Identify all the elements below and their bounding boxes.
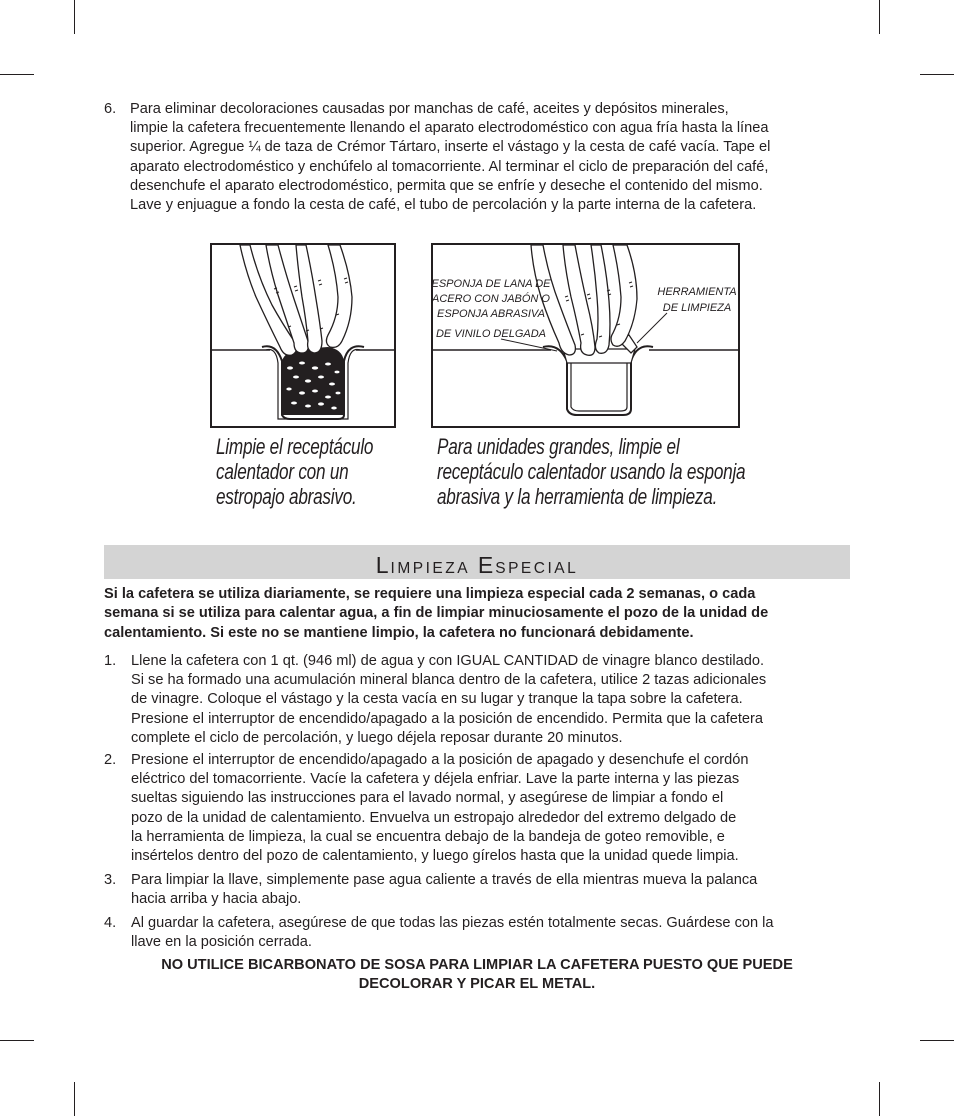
crop-mark	[74, 1082, 75, 1116]
step-text: Para limpiar la llave, simplemente pase agua caliente a través de ella mientras mueva la palanca hacia arriba y hacia abajo.	[131, 872, 758, 908]
step-number: 1.	[104, 653, 117, 669]
figure-cleaning-tool-illustration	[431, 243, 741, 428]
figure-left-caption: Limpie el receptáculo calentador con un estropajo abrasivo.	[216, 434, 374, 509]
section-header	[104, 545, 850, 579]
step-number: 2.	[104, 752, 117, 768]
label-sponge-line: ESPONJA ABRASIVA	[436, 308, 546, 320]
crop-mark	[0, 74, 34, 75]
step-number: 6.	[104, 101, 117, 117]
label-tool-line: HERRAMIENTA	[657, 286, 737, 298]
label-sponge-line: ACERO CON JABÓN O	[432, 293, 550, 305]
label-tool-line: DE LIMPIEZA	[662, 302, 732, 314]
step-number: 4.	[104, 915, 117, 931]
crop-mark	[879, 1082, 880, 1116]
label-sponge-line: DE VINILO DELGADA	[435, 328, 547, 340]
step-text: Para eliminar decoloraciones causadas por manchas de café, aceites y depósitos minerales, limpie la cafetera frecuentemente llenando el aparato electrodoméstico con agua fría hasta la línea superior. Agregue ¼ de taza de Crémor Tártaro, inserte el vástago y la cesta de café vacía. Tape el aparato electrodoméstico y enchúfelo al tomacorriente. Al terminar el ciclo de preparación del café, desenchufe el aparato electrodoméstico, permita que se enfríe y deseche el contenido del mismo. Lave y enjuague a fondo la cesta de café, el tubo de percolación y la parte interna de la cafetera.	[130, 101, 771, 214]
crop-mark	[74, 0, 75, 34]
section-intro: Si la cafetera se utiliza diariamente, se requiere una limpieza especial cada 2 semanas, o cada semana si se utiliza para calentar agua, a fin de limpiar minuciosamente el pozo de la unidad de calentamiento. Si este no se mantiene limpio, la cafetera no funcionará debidamente.	[104, 586, 769, 641]
section-title: LIMPIEZA ESPECIAL	[375, 552, 579, 578]
crop-mark	[920, 1040, 954, 1041]
crop-mark	[879, 0, 880, 34]
warning-note: NO UTILICE BICARBONATO DE SOSA PARA LIMPIAR LA CAFETERA PUESTO QUE PUEDE DECOLORAR Y PICAR EL METAL.	[161, 957, 793, 993]
crop-mark	[920, 74, 954, 75]
step-text: Presione el interruptor de encendido/apagado a la posición de apagado y desenchufe el cordón eléctrico del tomacorriente. Vacíe la cafetera y déjela enfriar. Lave la parte interna y las piezas sueltas siguiendo las instrucciones para el lavado normal, y asegúrese de limpiar a fondo el pozo de la unidad de calentamiento. Envuelva un estropajo alrededor del extremo delgado de la herramienta de limpieza, la cual se encuentra debajo de la bandeja de goteo removible, e insértelos dentro del pozo de calentamiento, y luego gírelos hasta que la unidad quede limpia.	[131, 752, 749, 865]
label-sponge-line: ESPONJA DE LANA DE	[431, 278, 551, 290]
step-text: Llene la cafetera con 1 qt. (946 ml) de agua y con IGUAL CANTIDAD de vinagre blanco destilado. Si se ha formado una acumulación mineral blanca dentro de la cafetera, utilice 2 tazas adicionales de vinagre. Coloque el vástago y la cesta vacía en su lugar y tranque la tapa sobre la cafetera. Presione el interruptor de encendido/apagado a la posición de encendido. Permita que la cafetera complete el ciclo de percolación, y luego déjela reposar durante 20 minutos.	[131, 653, 767, 746]
step-text: Al guardar la cafetera, asegúrese de que todas las piezas estén totalmente secas. Guárdese con la llave en la posición cerrada.	[131, 915, 774, 951]
figure-right-caption: Para unidades grandes, limpie el receptáculo calentador usando la esponja abrasiva y la herramienta de limpieza.	[437, 434, 746, 509]
figure-scrub-pad-illustration	[210, 243, 396, 428]
step-number: 3.	[104, 872, 117, 888]
crop-mark	[0, 1040, 34, 1041]
